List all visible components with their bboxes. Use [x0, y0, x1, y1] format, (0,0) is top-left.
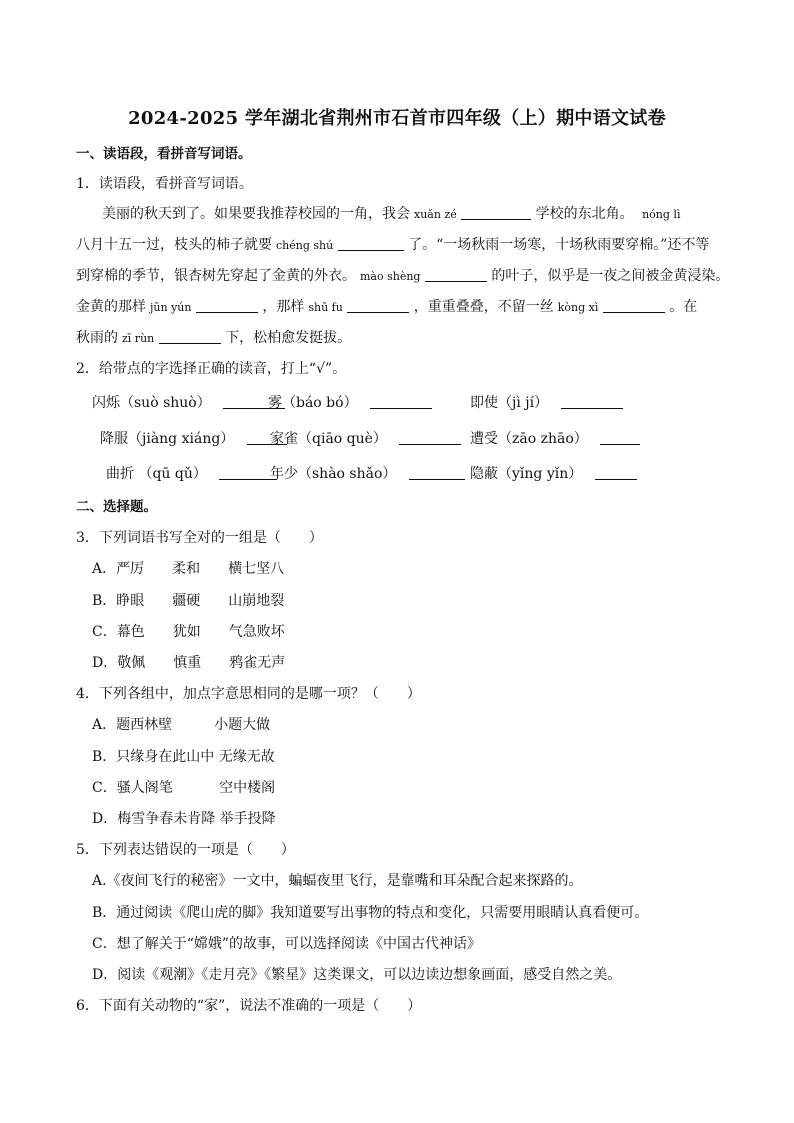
option-d[interactable]: D．阅读《观潮》《走月亮》《繁星》这类课文，可以边读边想象画面，感受自然之美。 — [92, 967, 622, 983]
answer-blank[interactable] — [461, 205, 531, 220]
reading-item-label: 家雀（qiāo què） — [270, 431, 387, 447]
pinyin-prompt: kòng xì — [557, 301, 599, 314]
section-heading-1: 一、读语段，看拼音写词语。 — [76, 146, 252, 162]
reading-item — [92, 393, 285, 413]
reading-item-label: 降服（jiàng xiáng） — [100, 431, 235, 447]
reading-item-label: 曲折 （qū qǔ） — [106, 466, 207, 482]
passage-line-4 — [76, 297, 697, 318]
pinyin-prompt: nóng lì — [642, 208, 681, 221]
reading-item-label: 闪烁（suò shuò） — [92, 395, 211, 411]
passage-line-3 — [76, 266, 729, 287]
pinyin-prompt: chéng shú — [276, 239, 334, 252]
passage-line-1 — [102, 204, 680, 225]
passage-text: ，重重叠叠，不留一丝 — [413, 299, 554, 315]
pinyin-prompt: mào shèng — [360, 270, 421, 283]
reading-item-label: 雾（báo bó） — [268, 395, 358, 411]
option-a[interactable]: A．严厉 柔和 横七坚八 — [92, 561, 285, 577]
option-a[interactable]: A.《夜间飞行的秘密》一文中，蝙蝠夜里飞行，是靠嘴和耳朵配合起来探路的。 — [92, 873, 583, 889]
pinyin-prompt: zī rùn — [122, 332, 155, 345]
reading-item-label: 即使（jì jí） — [470, 395, 549, 411]
reading-item — [100, 429, 287, 449]
page-title: 2024-2025 学年湖北省荆州市石首市四年级（上）期中语文试卷 — [128, 108, 666, 129]
answer-blank[interactable] — [347, 298, 409, 313]
section-heading-2: 二、选择题。 — [76, 499, 157, 515]
passage-text: ，那样 — [262, 299, 305, 315]
option-c[interactable]: C．骚人阁笔 空中楼阁 — [92, 780, 276, 796]
question-5-stem: 5．下列表达错误的一项是（ ） — [76, 842, 295, 858]
answer-blank[interactable] — [399, 430, 461, 445]
reading-item — [268, 393, 432, 413]
option-c[interactable]: C．幕色 犹如 气急败坏 — [92, 624, 285, 640]
answer-blank[interactable] — [561, 394, 623, 409]
reading-item-label: 遭受（zāo zhāo） — [470, 431, 588, 447]
reading-item-label: 年少（shào shǎo） — [270, 466, 397, 482]
passage-text: 秋雨的 — [76, 330, 118, 346]
answer-blank[interactable] — [425, 267, 487, 282]
question-2-stem: 2．给带点的字选择正确的读音，打上“√”。 — [76, 361, 347, 377]
reading-item — [470, 393, 623, 413]
passage-text: 学校的东北角。 — [535, 206, 634, 222]
reading-item — [470, 464, 637, 484]
reading-item — [106, 464, 277, 484]
reading-item — [270, 464, 465, 484]
answer-blank[interactable] — [595, 465, 637, 480]
option-c[interactable]: C．想了解关于“嫦娥”的故事，可以选择阅读《中国古代神话》 — [92, 936, 482, 952]
question-3-stem: 3．下列词语书写全对的一组是（ ） — [76, 530, 323, 546]
answer-blank[interactable] — [219, 465, 277, 480]
option-a[interactable]: A．题西林壁 小题大做 — [92, 717, 271, 733]
answer-blank[interactable] — [159, 329, 221, 344]
pinyin-prompt: jūn yún — [150, 301, 192, 314]
answer-blank[interactable] — [196, 298, 258, 313]
question-6-stem: 6．下面有关动物的“家”，说法不准确的一项是（ ） — [76, 998, 422, 1014]
answer-blank[interactable] — [409, 465, 465, 480]
passage-text: 八月十五一过，枝头的柿子就要 — [76, 237, 272, 253]
answer-blank[interactable] — [600, 430, 640, 445]
passage-line-2 — [76, 235, 709, 256]
question-1-stem: 1．读语段，看拼音写词语。 — [76, 176, 253, 192]
option-b[interactable]: B．睁眼 疆硬 山崩地裂 — [92, 593, 285, 609]
passage-text: 的叶子，似乎是一夜之间被金黄浸染。 — [491, 268, 730, 284]
option-d[interactable]: D．梅雪争春未肯降 举手投降 — [92, 811, 276, 827]
passage-text: 下，松柏愈发挺拔。 — [225, 330, 352, 346]
reading-item — [270, 429, 461, 449]
passage-line-5 — [76, 328, 351, 349]
passage-text: 到穿棉的季节，银杏树先穿起了金黄的外衣。 — [76, 268, 356, 284]
passage-text: 金黄的那样 — [76, 299, 146, 315]
question-4-stem: 4．下列各组中，加点字意思相同的是哪一项？（ ） — [76, 686, 421, 702]
option-b[interactable]: B．只缘身在此山中 无缘无故 — [92, 749, 275, 765]
reading-item — [470, 429, 640, 449]
answer-blank[interactable] — [370, 394, 432, 409]
pinyin-prompt: shū fu — [308, 301, 343, 314]
answer-blank[interactable] — [338, 236, 404, 251]
pinyin-prompt: xuǎn zé — [414, 208, 457, 221]
passage-text: 了。“一场秋雨一场寒，十场秋雨要穿棉。”还不等 — [408, 237, 710, 253]
option-d[interactable]: D．敬佩 慎重 鸦雀无声 — [92, 655, 286, 671]
passage-text: 美丽的秋天到了。如果要我推荐校园的一角，我会 — [102, 206, 410, 222]
option-b[interactable]: B．通过阅读《爬山虎的脚》我知道要写出事物的特点和变化，只需要用眼睛认真看便可。 — [92, 905, 649, 921]
passage-text: 。在 — [669, 299, 698, 315]
answer-blank[interactable] — [603, 298, 665, 313]
reading-item-label: 隐蔽（yǐng yǐn） — [470, 466, 583, 482]
